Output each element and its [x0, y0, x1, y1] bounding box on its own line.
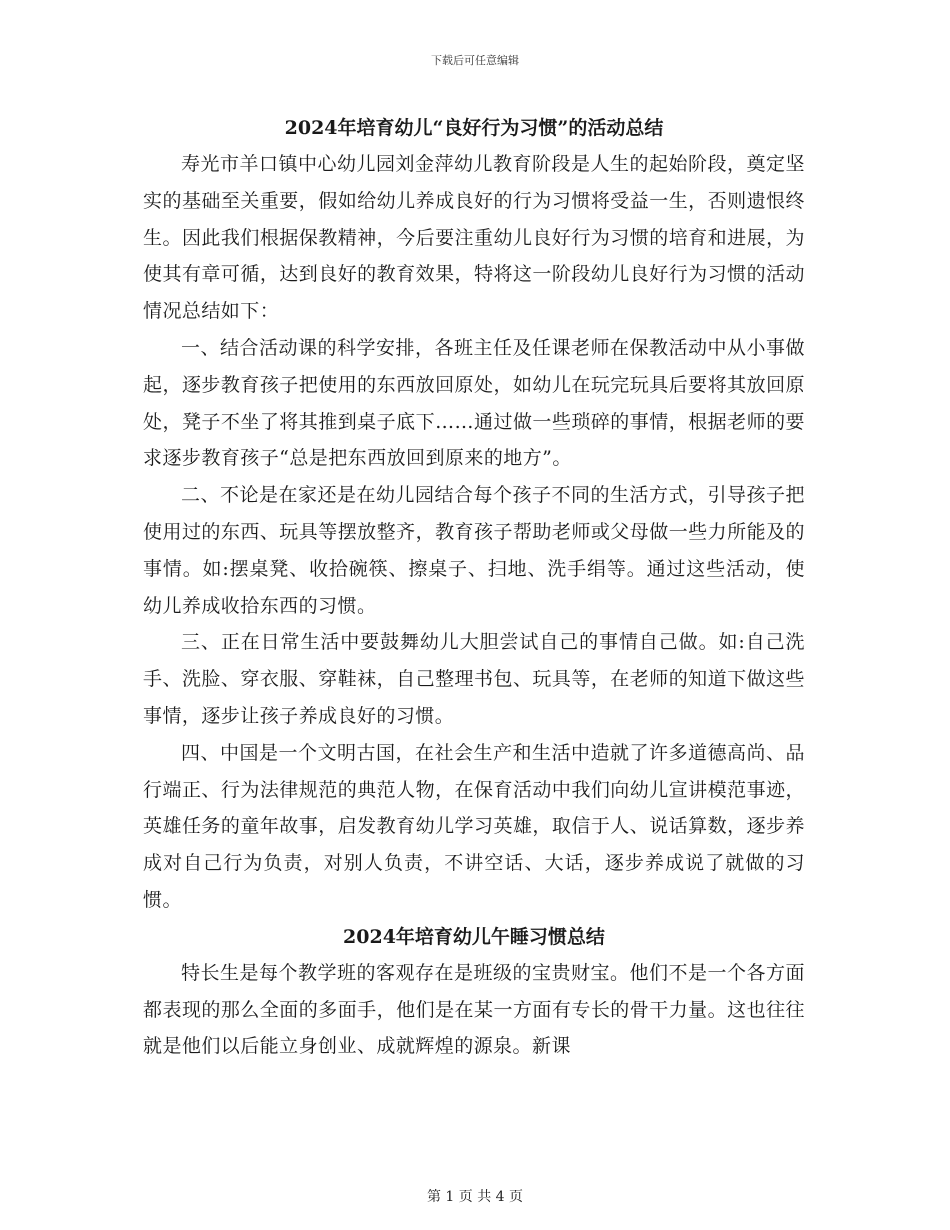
document-title: 2024年培育幼儿“良好行为习惯”的活动总结: [284, 117, 664, 139]
paragraph-section-1: 一、结合活动课的科学安排，各班主任及任课老师在保教活动中从小事做起，逐步教育孩子把使用的东西放回原处，如幼儿在玩完玩具后要将其放回原处，凳子不坐了将其推到桌子底下……通过做一些琐碎的事情，根据老师的要求逐步教育孩子“总是把东西放回到原来的地方”。: [143, 336, 805, 470]
second-document-title: 2024年培育幼儿午睡习惯总结: [343, 925, 605, 948]
paragraph-intro: 寿光市羊口镇中心幼儿园刘金萍幼儿教育阶段是人生的起始阶段，奠定坚实的基础至关重要，假如给幼儿养成良好的行为习惯将受益一生，否则遗恨终生。因此我们根据保教精神，今后要注重幼儿良好行为习惯的培育和进展，为使其有章可循，达到良好的教育效果，特将这一阶段幼儿良好行为习惯的活动情况总结如下：: [143, 153, 805, 323]
document-body: [143, 110, 805, 1065]
paragraph-section-2: 二、不论是在家还是在幼儿园结合每个孩子不同的生活方式，引导孩子把使用过的东西、玩具等摆放整齐，教育孩子帮助老师或父母做一些力所能及的事情。如:摆桌凳、收拾碗筷、擦桌子、扫地、洗手绢等。通过这些活动，使幼儿养成收拾东西的习惯。: [143, 484, 805, 617]
paragraph-section-3: 三、正在日常生活中要鼓舞幼儿大胆尝试自己的事情自己做。如:自己洗手、洗脸、穿衣服、穿鞋袜，自己整理书包、玩具等，在老师的知道下做这些事情，逐步让孩子养成良好的习惯。: [143, 631, 805, 727]
paragraph-second-intro: 特长生是每个教学班的客观存在是班级的宝贵财宝。他们不是一个各方面都表现的那么全面的多面手，他们是在某一方面有专长的骨干力量。这也往往就是他们以后能立身创业、成就辉煌的源泉。新课: [143, 961, 805, 1058]
page-header: 下载后可任意编辑: [431, 54, 519, 67]
paragraph-section-4: 四、中国是一个文明古国，在社会生产和生活中造就了许多道德高尚、品行端正、行为法律规范的典范人物，在保育活动中我们向幼儿宣讲模范事迹，英雄任务的童年故事，启发教育幼儿学习英雄，取信于人、说话算数，逐步养成对自己行为负责，对别人负责，不讲空话、大话，逐步养成说了就做的习惯。: [143, 741, 805, 911]
page-footer: 第 1 页 共 4 页: [426, 1189, 524, 1205]
